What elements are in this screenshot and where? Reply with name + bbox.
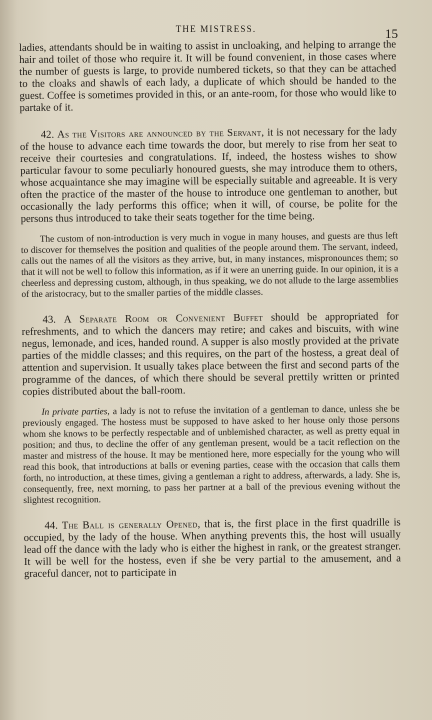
footnote-lead: In private parties, [41, 407, 110, 419]
paragraph-42 [20, 126, 398, 226]
page-body [19, 39, 401, 581]
paragraph-number: 44. [44, 520, 58, 532]
paragraph-text: should be appropriated for refreshments, and to which the dancers may retire; and cakes and biscuits, with wine negus, lemonade, and ices, handed round. A supper is also mostly provided at the private parties of the middle classes; and this requires, on the part of the hostess, a great deal of attention and supervision. It usually takes place between the first and second parts of the programme of the dances, of which there should be several prettily written or printed copies distributed about the ball-room. [21, 311, 400, 399]
running-head: THE MISTRESS. [175, 24, 257, 34]
paragraph-heading: The Ball is generally Opened, [61, 518, 201, 532]
footnote-introduction: The custom of non-introduction is very much in vogue in many houses, and guests are thus left to discover for themselves the position and qualities of the people around them. The servant, indeed, calls out the names of all the visitors as they arrive, but, in many instances, mispronounces them; so that it will not be well to follow this information, as if it were an unerring guide. In our opinion, it is a cheerless and depressing custom, although, in thus speaking, we do not allude to the large assemblies of the aristocracy, but to the smaller parties of the middle classes. [20, 231, 399, 300]
paragraph-number: 43. [42, 314, 56, 326]
paragraph-text: that is, the first place in the first quadrille is occupied, by the lady of the house. When anything prevents this, the host will usually lead off the dance with the lady who is either the highest in rank, or the greatest stranger. It will be well for the hostess, even if she be very partial to the amusement, and a graceful dancer, not to participate in [23, 516, 402, 580]
paragraph-continued: ladies, attendants should be in waiting to assist in uncloaking, and helping to arrange the hair and toilet of those who require it. It will be found convenient, in those cases where the number of guests is large, to provide numbered tickets, so that they can be attached to the cloaks and shawls of each lady, a duplicate of which should be handed to the guest. Coffee is sometimes provided in this, or an ante-room, for those who would like to partake of it. [19, 39, 397, 115]
paragraph-heading: As the Visitors are announced by the Servant, [57, 127, 265, 141]
paragraph-text: it is not necessary for the lady of the house to advance each time towards the door, but merely to rise from her seat to receive their courtesies and congratulations. If, indeed, the hostess wishes to show particular favour to some peculiarly honoured guests, she may introduce them to others, whose acquaintance she may imagine will be especially suitable and agreeable. It is very often the practice of the master of the house to introduce one gentleman to another, but occasionally the lady performs this office; when it will, of course, be polite for the persons thus introduced to take their seats together for the time being. [19, 125, 398, 226]
paragraph-heading: A Separate Room or Convenient Buffet [63, 312, 264, 326]
paragraph-number: 42. [40, 129, 55, 141]
paragraph-44 [24, 517, 402, 581]
footnote-text: a lady is not to refuse the invitation of a gentleman to dance, unless she be previously engaged. The hostess must be supposed to have asked to her house only those persons whom she knows to be perfectly respectable and of unblemished character, as well as pretty equal in position; and thus, to decline the offer of any gentleman present, would be a tacit reflection on the master and mistress of the house. It may be mentioned here, more especially for the young who will read this book, that introductions at balls or evening parties, cease with the occasion that calls them forth, no introduction, at these times, giving a gentleman a right to address, afterwards, a lady. She is, consequently, free, next morning, to pass her partner at a ball of the previous evening without the slightest recognition. [22, 404, 401, 506]
footnote-private-parties [23, 405, 401, 507]
page-number: 15 [385, 26, 398, 41]
paragraph-43 [22, 311, 400, 399]
